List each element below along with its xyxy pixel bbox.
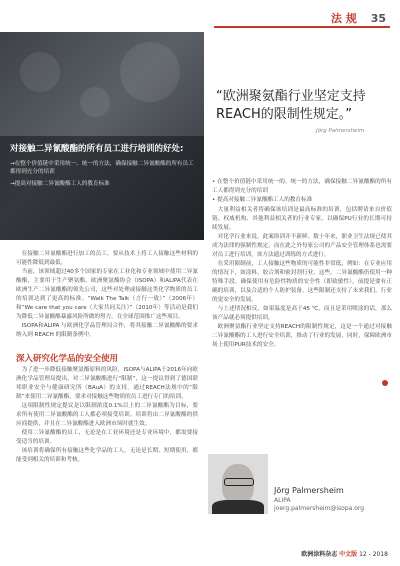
left-column-2 bbox=[16, 366, 198, 465]
right-intro bbox=[212, 178, 392, 205]
pull-quote: “欧洲聚氨酯行业坚定支持REACH的限制性规定。” bbox=[216, 89, 366, 122]
paragraph: 欧洲聚氨酯行业坚定支持REACH的限制性规定，这是一个通过对接触二异氰酸酯的工人进行安全培训，推动了行业的发展，同时，保障欧洲市场上使用PUR技术的安全。 bbox=[212, 324, 392, 348]
bullet-text: • 提高对接触二异氰酸酯工人的教育标准 bbox=[212, 197, 313, 203]
caption-bullet: →在整个价值链中采用统一、统一的方法，确保接触二异氰酸酯的所有员工都得到充分的培训 bbox=[10, 161, 194, 175]
caption-title: 对接触二异氰酸酯的所有员工进行培训的好处: bbox=[10, 144, 184, 154]
issue-number: 12 - 2018 bbox=[359, 551, 388, 558]
author-name: Jörg Palmersheim bbox=[274, 486, 344, 495]
header-rule bbox=[214, 26, 390, 28]
paragraph: 大量利益相关者将确保该培训是最高标准的培训，包括聘请来自价值链、权威机构、其他利益相关者的行业专家，以确保PU行业的长期可持续发展。 bbox=[212, 207, 392, 231]
page-footer bbox=[0, 549, 388, 558]
paragraph: 这项限制性规定提议是以限制浓度0.1%以上的二异氰酸酯为目标，要求所有使用二异氰酸酯的工人都必须接受培训。培训将由二异氰酸酯的供应商提供，并且在二异氰酸酯进入欧洲市场时就生效。 bbox=[16, 403, 198, 427]
paragraph: 使用二异氰酸酯的员工，无论是在工业环境还是专业环境中，都需要接受适当的培训。 bbox=[16, 430, 198, 445]
edition-label: 中文版 bbox=[339, 551, 358, 558]
left-column bbox=[16, 250, 198, 340]
magazine-name: 欧洲涂料杂志 bbox=[301, 551, 338, 558]
paragraph: 对化学行业来说，此案络训并不新鲜。数十年来，职业卫生法规已使其成为法律的强制性规定，而在此之外每家公司的产品安全管理体系也需要对员工进行培训，该方法通过训练的方式进行。 bbox=[212, 234, 392, 258]
paragraph: 在采用限制前，工人接触这些物质的可能性非常低，例如：在专业应用的情况下，如涂料、胶合剂和密封剂行业。这些，二异氰酸酯仍使用一种特殊手段。确保使用有危险性物质的安全性（即致敏性），前提是要有正确的培训，以及合适的个人防护装备。这些限制还支持了未来我们，行业的更安全的发展。 bbox=[212, 261, 392, 303]
paragraph: 在接触二异氰酸酯进行加工的员工，要从技术上将工人接触这些材料的可能性降低到最低。 bbox=[16, 251, 198, 266]
author-org: ALIPA bbox=[274, 497, 291, 504]
paragraph: 该培训将确保所有接触这些化学品的工人，无论是长期、短期使用，都能受到相关的培训和考核。 bbox=[16, 448, 198, 463]
author-photo bbox=[208, 454, 268, 514]
paragraph: ISOPA和ALIPA 与欧洲化学品管理局合作，将其接触二异氰酸酯的要求纳入到 REACH 的限制条例中。 bbox=[16, 323, 198, 338]
right-column bbox=[212, 206, 392, 350]
quote-author: Jörg Palmersheim bbox=[316, 128, 365, 134]
paragraph: 与上述情况相反，如果温度是高于45 ℃，而且是采用喷涂的话，那么该产品就必须提供培训。 bbox=[212, 306, 392, 321]
subheading: 深入研究化学品的安全使用 bbox=[16, 354, 119, 364]
bullet-text: • 在整个价值链中采用统一的、统一的方法，确保接触二异氰酸酯的所有工人都得到充分的培训 bbox=[212, 179, 392, 194]
end-mark-icon bbox=[382, 380, 388, 386]
page-number: 35 bbox=[370, 12, 386, 25]
caption-bullet: →提高对接触二异氰酸酯工人的教育标准 bbox=[10, 181, 110, 187]
page-header bbox=[331, 10, 386, 26]
section-title: 法 规 bbox=[331, 12, 357, 25]
paragraph: 为了进一步降低接触聚氨酯原料的风险，ISOPA与ALIPA于2016年向欧洲化学品管理局提出，对二异氰酸酯进行“限制”，这一提议得到了德国联邦职业安全与健康研究所（BAuA）的支持。通过REACH法规中的“限制”来使用二异氰酸酯，要求对接触这些物质的员工进行专门的培训。 bbox=[16, 367, 198, 400]
author-email: joerg.palmersheim@isopa.org bbox=[274, 505, 365, 512]
paragraph: 当前，该领域超过40多个国家的专家在工业化和专业领域中使用二异氰酸酯，主要用于生产聚氨酯。欧洲聚氨酯协会（ISOPA）和ALIPA代表在欧洲生产二异氰酸酯的领先公司，这些对处理或接触这类化学物质的员工的培训达到了更高的标准。“Walk The Talk（言行一致）”（2006年）和“We care that you care（大家共同关注）”（2010年）等活动是我们为降低二异氰酸酯暴露风险所做的努力，在全球范围推广这些项目。 bbox=[16, 269, 198, 320]
hero-photo bbox=[0, 32, 204, 240]
